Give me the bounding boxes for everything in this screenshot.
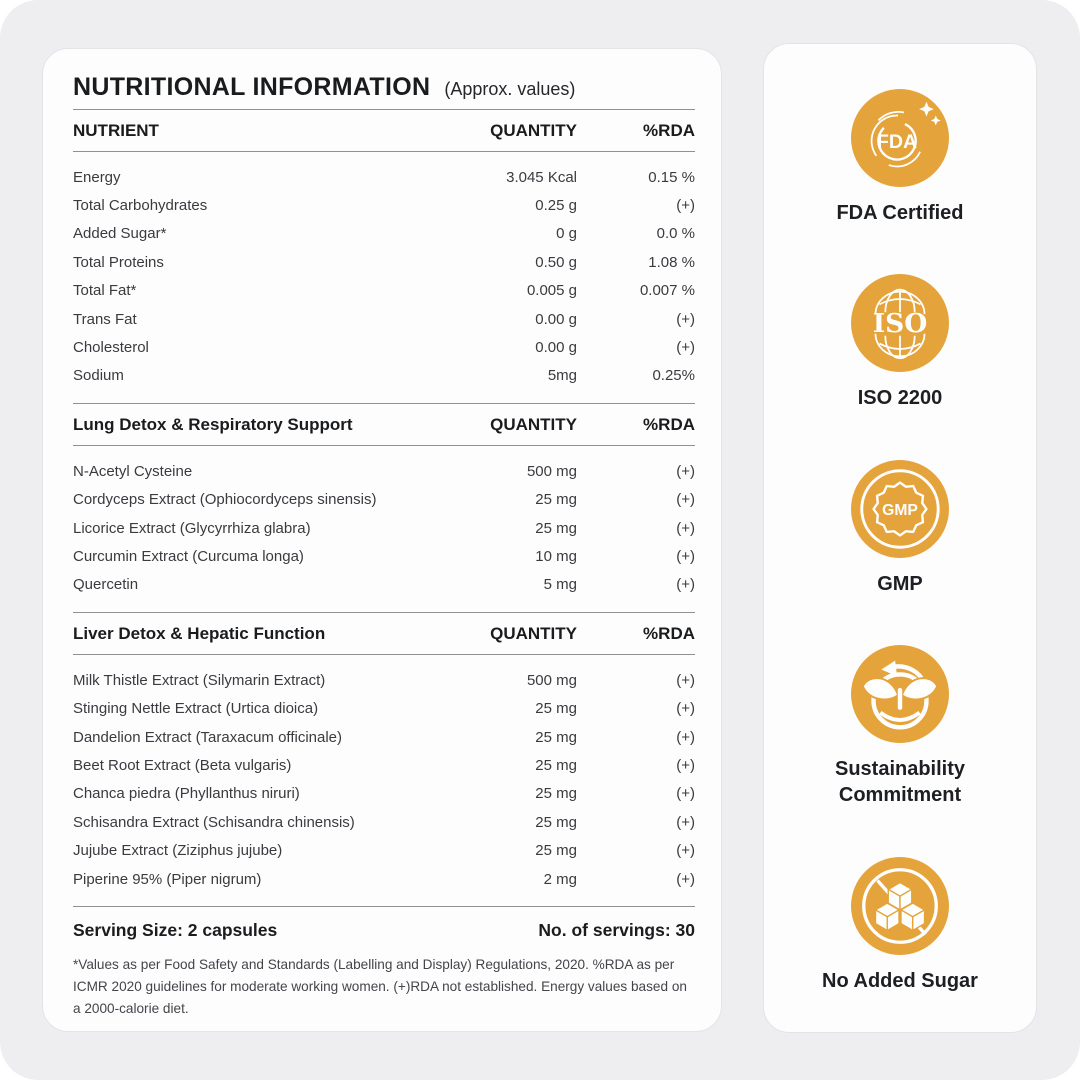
nutrient-rda: 0.007 %	[639, 282, 695, 300]
certification-badge	[836, 89, 963, 226]
nutrient-rda: (+)	[676, 700, 695, 718]
badge-circle	[851, 857, 949, 955]
svg-text:ISO: ISO	[872, 308, 928, 340]
rda-header: %RDA	[643, 414, 695, 434]
nutrient-name: N-Acetyl Cysteine	[73, 462, 193, 480]
sustainability-icon	[851, 645, 949, 743]
page-title: NUTRITIONAL INFORMATION	[73, 73, 431, 101]
section-rows	[73, 152, 695, 403]
badge-label: ISO 2200	[857, 387, 943, 410]
section-header-row	[73, 404, 695, 445]
svg-text:FDA: FDA	[876, 130, 918, 153]
nutrient-name: Jujube Extract (Ziziphus jujube)	[73, 842, 283, 860]
nutrient-rda: (+)	[676, 310, 695, 328]
title-note: (Approx. values)	[444, 79, 576, 99]
nutrient-quantity: 5mg	[547, 367, 577, 385]
nutrient-name: Sodium	[73, 367, 124, 385]
nutrient-name: Beet Root Extract (Beta vulgaris)	[73, 756, 292, 774]
nutrient-name: Curcumin Extract (Curcuma longa)	[73, 547, 304, 565]
nutrient-rda: (+)	[676, 813, 695, 831]
nutrient-rda: (+)	[676, 339, 695, 357]
section-header: Lung Detox & Respiratory Support	[73, 414, 353, 434]
badge-circle	[851, 274, 949, 372]
svg-text:GMP: GMP	[882, 501, 918, 519]
nutrient-name: Added Sugar*	[73, 225, 167, 243]
table-row	[73, 666, 695, 694]
nutrient-quantity: 3.045 Kcal	[506, 168, 577, 186]
nutrient-name: Total Fat*	[73, 282, 137, 300]
nutrient-quantity: 0.50 g	[535, 253, 577, 271]
badge-circle	[851, 89, 949, 187]
table-row	[73, 865, 695, 893]
nutrient-rda: (+)	[676, 576, 695, 594]
table-row	[73, 836, 695, 864]
table-section	[73, 612, 695, 906]
nutrient-quantity: 25 mg	[535, 813, 577, 831]
section-header: Liver Detox & Hepatic Function	[73, 623, 326, 643]
badge-label: No Added Sugar	[822, 969, 978, 992]
certifications-panel	[763, 43, 1037, 1033]
nutrient-quantity: 25 mg	[535, 842, 577, 860]
nutrient-quantity: 10 mg	[535, 547, 577, 565]
footnote: *Values as per Food Safety and Standards (Labelling and Display) Regulations, 2020. %RDA as per ICMR 2020 guidelines for moderate working women. (+)RDA not established. Energy values based on a 2000-calorie diet.	[73, 957, 687, 1017]
nutrient-name: Licorice Extract (Glycyrrhiza glabra)	[73, 519, 311, 537]
nutrient-quantity: 0.00 g	[535, 310, 577, 328]
nutrient-name: Schisandra Extract (Schisandra chinensis)	[73, 813, 355, 831]
nutrient-quantity: 0.00 g	[535, 339, 577, 357]
nutrient-rda: (+)	[676, 756, 695, 774]
nutrient-quantity: 25 mg	[535, 728, 577, 746]
certification-badge	[851, 274, 949, 411]
table-row	[73, 694, 695, 722]
nutrient-quantity: 2 mg	[543, 870, 577, 888]
iso-icon	[851, 274, 949, 372]
nutrient-quantity: 25 mg	[535, 519, 577, 537]
section-header-row	[73, 110, 695, 151]
nutrient-quantity: 0.005 g	[526, 282, 577, 300]
nutrition-table	[73, 109, 695, 907]
table-row	[73, 486, 695, 514]
table-row	[73, 277, 695, 305]
section-header-row	[73, 613, 695, 654]
nutrient-name: Dandelion Extract (Taraxacum officinale)	[73, 728, 343, 746]
badge-label: Sustainability Commitment	[834, 757, 966, 807]
fda-icon	[851, 89, 949, 187]
table-row	[73, 333, 695, 361]
nutrient-rda: (+)	[676, 491, 695, 509]
nutrient-name: Total Proteins	[73, 253, 164, 271]
quantity-header: QUANTITY	[490, 623, 577, 643]
nutrient-name: Stinging Nettle Extract (Urtica dioica)	[73, 700, 319, 718]
nutrient-rda: (+)	[676, 870, 695, 888]
nutrient-name: Chanca piedra (Phyllanthus niruri)	[73, 785, 300, 803]
nutrient-rda: (+)	[676, 842, 695, 860]
certification-badge	[851, 460, 949, 597]
section-rows	[73, 655, 695, 906]
badge-circle	[851, 645, 949, 743]
gmp-icon	[851, 460, 949, 558]
nutrient-quantity: 500 mg	[526, 671, 577, 689]
nutrient-rda: (+)	[676, 197, 695, 215]
rda-header: %RDA	[643, 120, 695, 140]
nutrient-rda: 0.0 %	[656, 225, 695, 243]
table-row	[73, 362, 695, 390]
badge-circle	[851, 460, 949, 558]
nutrient-quantity: 25 mg	[535, 491, 577, 509]
table-row	[73, 163, 695, 191]
nutrient-quantity: 25 mg	[535, 756, 577, 774]
table-row	[73, 571, 695, 599]
nutrient-rda: (+)	[676, 462, 695, 480]
nutrient-name: Trans Fat	[73, 310, 137, 328]
rda-header: %RDA	[643, 623, 695, 643]
nutrient-rda: 0.25%	[652, 367, 695, 385]
nutrient-name: Cholesterol	[73, 339, 149, 357]
table-row	[73, 248, 695, 276]
quantity-header: QUANTITY	[490, 414, 577, 434]
nutrient-name: Piperine 95% (Piper nigrum)	[73, 870, 262, 888]
table-row	[73, 457, 695, 485]
serving-size: Serving Size: 2 capsules	[73, 920, 278, 941]
nutrient-quantity: 25 mg	[535, 785, 577, 803]
nutrient-rda: (+)	[676, 785, 695, 803]
table-row	[73, 305, 695, 333]
certification-badge	[785, 645, 1015, 809]
servings-count: No. of servings: 30	[538, 920, 695, 941]
nutrient-quantity: 500 mg	[526, 462, 577, 480]
table-row	[73, 751, 695, 779]
table-row	[73, 723, 695, 751]
table-row	[73, 542, 695, 570]
quantity-header: QUANTITY	[490, 120, 577, 140]
table-section	[73, 403, 695, 612]
nutrient-name: Milk Thistle Extract (Silymarin Extract)	[73, 671, 326, 689]
nutrient-quantity: 5 mg	[543, 576, 577, 594]
section-rows	[73, 446, 695, 612]
nutrient-quantity: 0.25 g	[535, 197, 577, 215]
nutrient-rda: (+)	[676, 671, 695, 689]
table-row	[73, 780, 695, 808]
table-row	[73, 808, 695, 836]
nutrient-rda: (+)	[676, 728, 695, 746]
serving-row	[73, 907, 695, 944]
nutrient-name: Cordyceps Extract (Ophiocordyceps sinensis)	[73, 491, 377, 509]
table-row	[73, 191, 695, 219]
nutrient-rda: 0.15 %	[648, 168, 695, 186]
badge-label: FDA Certified	[836, 202, 964, 224]
section-header: NUTRIENT	[73, 120, 159, 140]
table-row	[73, 514, 695, 542]
badge-label: GMP	[877, 572, 923, 595]
table-section	[73, 109, 695, 403]
nutrient-quantity: 0 g	[556, 225, 577, 243]
no-added-sugar-icon	[851, 857, 949, 955]
nutrient-name: Total Carbohydrates	[73, 197, 208, 215]
nutrient-rda: (+)	[676, 519, 695, 537]
nutrient-rda: 1.08 %	[648, 253, 695, 271]
title-row	[73, 73, 695, 109]
table-row	[73, 220, 695, 248]
nutrient-name: Quercetin	[73, 576, 139, 594]
nutrient-quantity: 25 mg	[535, 700, 577, 718]
certification-badge	[822, 857, 978, 994]
nutrition-panel	[42, 48, 722, 1032]
nutrient-rda: (+)	[676, 547, 695, 565]
nutrient-name: Energy	[73, 168, 121, 186]
